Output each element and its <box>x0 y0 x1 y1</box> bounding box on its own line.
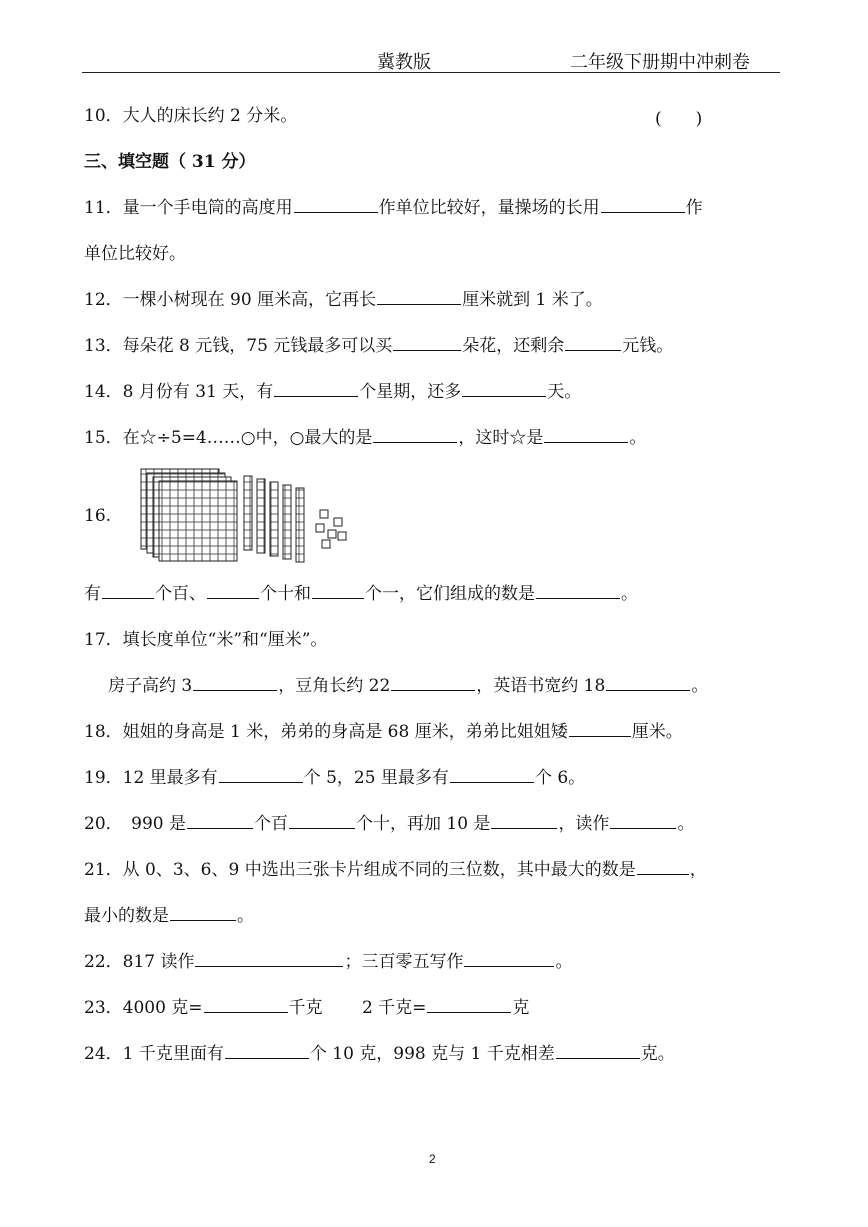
q13-text-c: 元钱。 <box>622 336 674 356</box>
q15-blank-1[interactable] <box>373 426 457 443</box>
q23-text-a: 23．4000 克= <box>84 998 203 1018</box>
q14-text-b: 个星期，还多 <box>359 382 462 402</box>
q12-blank-1[interactable] <box>377 288 461 305</box>
q11-blank-1[interactable] <box>294 196 378 213</box>
q23-blank-1[interactable] <box>204 996 288 1013</box>
q19-text-a: 19．12 里最多有 <box>84 768 218 788</box>
q21-text-c: 最小的数是 <box>84 906 169 926</box>
q22-blank-1[interactable] <box>195 950 343 967</box>
q19-text-c: 个 6。 <box>534 768 586 788</box>
question-21 <box>84 858 707 882</box>
q14-blank-2[interactable] <box>462 380 546 397</box>
question-17-items <box>108 674 708 698</box>
question-14 <box>84 380 581 404</box>
q21-text-d: 。 <box>237 906 254 926</box>
q20-text-b: 个百 <box>253 814 288 834</box>
q17-text-e: 。 <box>691 676 709 696</box>
q15-text-a: 15．在☆÷5=4……○中，○最大的是 <box>84 428 373 448</box>
question-22 <box>84 950 572 974</box>
q11-text-c: 作 <box>685 198 703 218</box>
question-10 <box>84 104 297 128</box>
q24-text-b: 个 10 克，998 克与 1 千克相差 <box>309 1044 555 1064</box>
q16-blank-4[interactable] <box>536 582 620 599</box>
ten-rod-blocks <box>244 476 304 562</box>
section-3-title: 三、填空题（ 31 分） <box>84 152 256 172</box>
q19-blank-2[interactable] <box>450 766 534 783</box>
q19-text-b: 个 5，25 里最多有 <box>303 768 449 788</box>
q15-text-b: ，这时☆是 <box>458 428 544 448</box>
q12-text-b: 厘米就到 1 米了。 <box>462 290 603 310</box>
q12-text-a: 12．一棵小树现在 90 厘米高，它再长 <box>84 290 377 310</box>
question-11-cont: 单位比较好。 <box>84 244 186 264</box>
q16-text-e: 。 <box>621 584 638 604</box>
q21-text-b: ， <box>689 860 707 880</box>
q20-blank-3[interactable] <box>491 812 557 829</box>
question-15 <box>84 426 646 450</box>
q22-text-b: ；三百零五写作 <box>344 952 464 972</box>
q20-blank-4[interactable] <box>610 812 676 829</box>
q10-answer-paren[interactable]: ( ) <box>655 109 703 129</box>
header-divider <box>82 72 780 73</box>
question-16-answer <box>84 582 638 606</box>
header-title: 二年级下册期中冲刺卷 <box>570 52 750 73</box>
q14-blank-1[interactable] <box>274 380 358 397</box>
q16-blank-2[interactable] <box>207 582 259 599</box>
q23-blank-2[interactable] <box>427 996 511 1013</box>
q14-text-a: 14．8 月份有 31 天，有 <box>84 382 274 402</box>
q23-text-c: 克 <box>512 998 530 1018</box>
question-11 <box>84 196 703 220</box>
q13-blank-2[interactable] <box>565 334 621 351</box>
q18-blank-1[interactable] <box>569 720 631 737</box>
q21-blank-2[interactable] <box>170 904 236 921</box>
q24-text-c: 克。 <box>640 1044 675 1064</box>
q20-text-e: 。 <box>677 814 695 834</box>
q10-text: 10．大人的床长约 2 分米。 <box>84 106 298 126</box>
q16-number: 16. <box>84 506 112 526</box>
q22-text-a: 22．817 读作 <box>84 952 195 972</box>
question-21-cont <box>84 904 254 928</box>
header-edition: 冀教版 <box>377 52 431 73</box>
q18-text-a: 18．姐姐的身高是 1 米，弟弟的身高是 68 厘米，弟弟比姐姐矮 <box>84 722 568 742</box>
q23-text-b: 千克 2 千克= <box>288 998 427 1018</box>
question-20 <box>84 812 694 836</box>
q18-text-b: 厘米。 <box>631 722 683 742</box>
q20-text-a: 20． 990 是 <box>84 814 186 834</box>
question-19 <box>84 766 585 790</box>
question-24 <box>84 1042 675 1066</box>
question-23 <box>84 996 529 1020</box>
q20-blank-1[interactable] <box>187 812 253 829</box>
q17-text-b: 房子高约 3 <box>108 676 193 696</box>
q21-text-a: 21．从 0、3、6、9 中选出三张卡片组成不同的三位数，其中最大的数是 <box>84 860 636 880</box>
q24-text-a: 24．1 千克里面有 <box>84 1044 224 1064</box>
q24-blank-2[interactable] <box>556 1042 640 1059</box>
q11-text-a: 11．量一个手电筒的高度用 <box>84 198 293 218</box>
q17-text-d: ，英语书宽约 18 <box>476 676 606 696</box>
question-17: 17．填长度单位“米”和“厘米”。 <box>84 630 328 650</box>
q21-blank-1[interactable] <box>637 858 689 875</box>
hundred-flat-blocks <box>141 469 237 561</box>
q13-blank-1[interactable] <box>393 334 461 351</box>
q11-blank-2[interactable] <box>601 196 685 213</box>
q22-blank-2[interactable] <box>464 950 554 967</box>
q20-text-c: 个十，再加 10 是 <box>355 814 491 834</box>
q15-text-c: 。 <box>629 428 647 448</box>
q24-blank-1[interactable] <box>225 1042 309 1059</box>
q14-text-c: 天。 <box>547 382 582 402</box>
q16-text-d: 个一，它们组成的数是 <box>365 584 535 604</box>
q17-blank-1[interactable] <box>193 674 277 691</box>
q19-blank-1[interactable] <box>219 766 303 783</box>
q17-blank-2[interactable] <box>391 674 475 691</box>
q15-blank-2[interactable] <box>544 426 628 443</box>
question-18 <box>84 720 683 744</box>
q11-text-b: 作单位比较好，量操场的长用 <box>378 198 600 218</box>
q22-text-c: 。 <box>555 952 573 972</box>
page-number: 2 <box>429 1152 436 1166</box>
q16-blank-3[interactable] <box>312 582 364 599</box>
q20-blank-2[interactable] <box>289 812 355 829</box>
q16-text-a: 有 <box>84 584 101 604</box>
q17-text-c: ，豆角长约 22 <box>278 676 391 696</box>
q13-text-b: 朵花，还剩余 <box>462 336 565 356</box>
q13-text-a: 13．每朵花 8 元钱，75 元钱最多可以买 <box>84 336 393 356</box>
q16-blank-1[interactable] <box>102 582 154 599</box>
q17-blank-3[interactable] <box>606 674 690 691</box>
q16-text-c: 个十和 <box>260 584 311 604</box>
q16-text-b: 个百、 <box>155 584 206 604</box>
unit-cube-blocks <box>316 510 346 548</box>
question-13 <box>84 334 673 358</box>
base-ten-blocks-figure <box>138 466 358 566</box>
question-12 <box>84 288 603 312</box>
q20-text-d: ，读作 <box>558 814 610 834</box>
